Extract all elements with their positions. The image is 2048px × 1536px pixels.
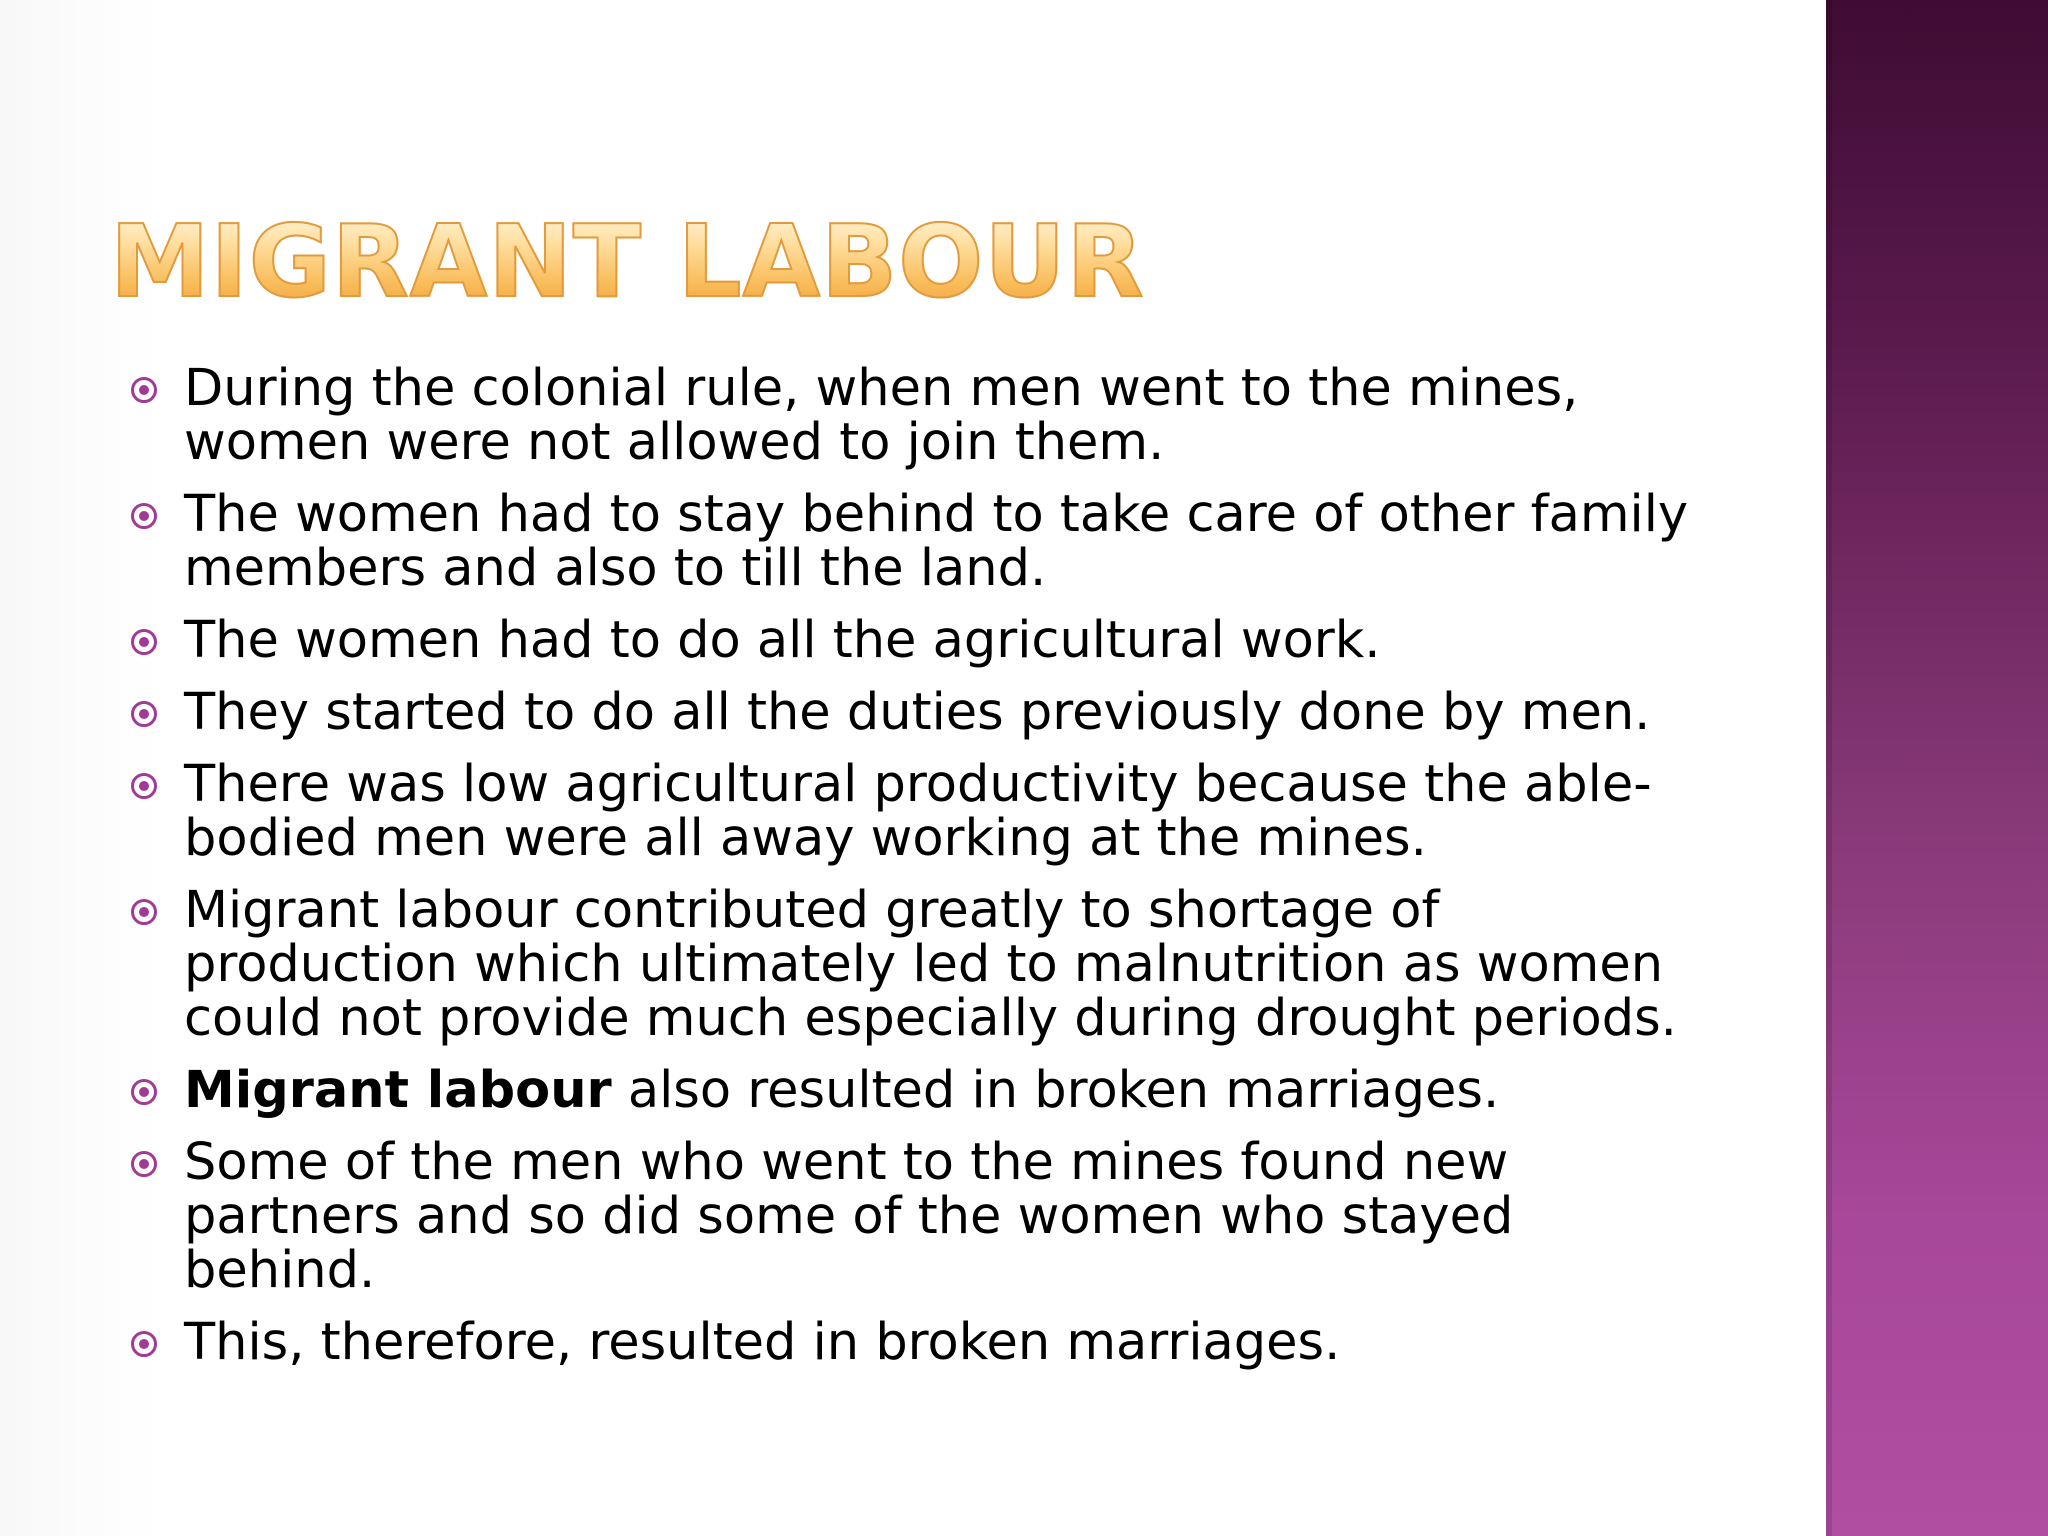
circle-dot-bullet-icon — [131, 773, 157, 799]
bullet-text: also resulted in broken marriages. — [611, 1061, 1500, 1120]
circle-dot-bullet-icon — [131, 1331, 157, 1357]
bullet-item — [130, 611, 1720, 670]
bullet-list — [130, 359, 1720, 1388]
circle-dot-bullet-icon — [131, 899, 157, 925]
bullet-item — [130, 881, 1720, 1048]
bullet-text: This, therefore, resulted in broken marriages. — [184, 1313, 1341, 1372]
bullet-item — [130, 485, 1720, 598]
bullet-text: The women had to stay behind to take care of other family members and also to till the land. — [184, 485, 1689, 598]
bullet-text: There was low agricultural productivity because the able-bodied men were all away working at the mines. — [184, 755, 1652, 868]
slide-title: MIGRANT LABOUR — [110, 203, 1145, 320]
bullet-text: They started to do all the duties previously done by men. — [184, 683, 1651, 742]
circle-dot-bullet-icon — [131, 503, 157, 529]
bullet-item — [130, 1133, 1720, 1300]
circle-dot-bullet-icon — [131, 377, 157, 403]
bullet-bold-lead: Migrant labour — [184, 1061, 612, 1120]
bullet-item — [130, 755, 1720, 868]
bullet-item — [130, 683, 1720, 742]
bullet-item — [130, 1313, 1720, 1372]
circle-dot-bullet-icon — [131, 1079, 157, 1105]
bullet-item — [130, 1061, 1720, 1120]
bullet-text: The women had to do all the agricultural work. — [184, 611, 1381, 670]
circle-dot-bullet-icon — [131, 701, 157, 727]
circle-dot-bullet-icon — [131, 629, 157, 655]
bullet-item — [130, 359, 1720, 472]
purple-side-band — [1826, 0, 2048, 1536]
bullet-text: Migrant labour contributed greatly to shortage of production which ultimately led to malnutrition as women could not provide much especially during drought periods. — [184, 881, 1677, 1048]
bullet-text: Some of the men who went to the mines found new partners and so did some of the women who stayed behind. — [184, 1133, 1514, 1300]
circle-dot-bullet-icon — [131, 1151, 157, 1177]
side-band-edge — [1826, 0, 1832, 1536]
bullet-text: During the colonial rule, when men went to the mines, women were not allowed to join them. — [184, 359, 1579, 472]
